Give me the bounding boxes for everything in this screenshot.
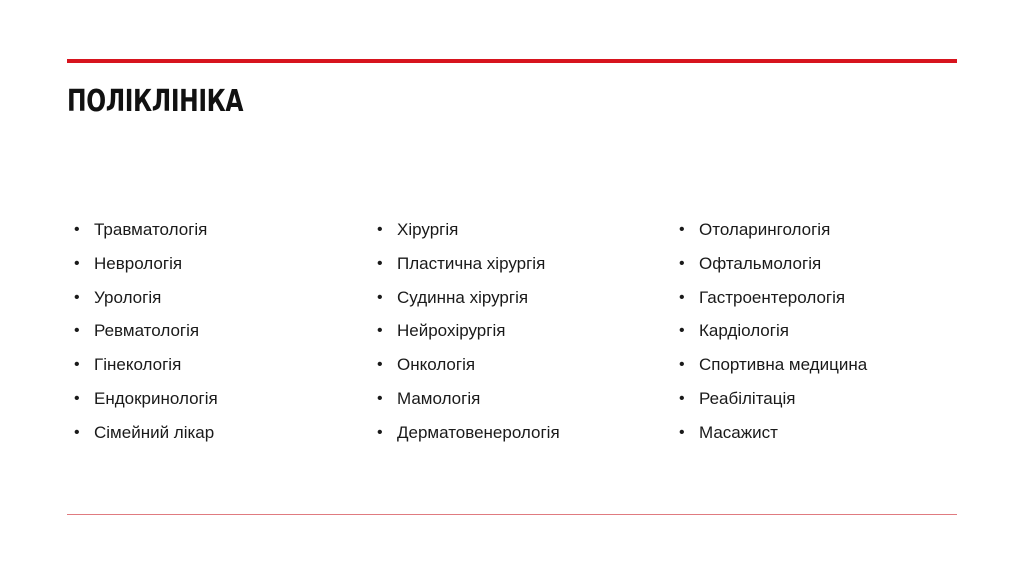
list-item-label: Гінекологія — [94, 355, 182, 375]
list-item-label: Травматологія — [94, 220, 208, 239]
bottom-divider-line — [67, 514, 957, 515]
list-item — [74, 317, 218, 351]
bullet-icon: • — [377, 288, 383, 306]
slide-title: ПОЛІКЛІНІКА — [67, 84, 244, 119]
list-item-label: Кардіологія — [699, 321, 789, 341]
list-item — [377, 250, 560, 284]
list-item-label: Спортивна медицина — [699, 355, 868, 375]
list-item-label: Урологія — [94, 287, 162, 307]
list-item — [377, 284, 560, 318]
bullet-icon: • — [377, 322, 383, 340]
bullet-icon: • — [74, 356, 80, 374]
bullet-icon: • — [377, 423, 383, 441]
list-item — [377, 385, 560, 419]
list-item-label: Сімейний лікар — [94, 422, 215, 442]
list-item-label: Судинна хірургія — [397, 287, 529, 307]
list-item — [377, 419, 560, 453]
bullet-icon: • — [679, 389, 685, 407]
bullet-icon: • — [377, 221, 383, 238]
list-item-label: Ендокринологія — [94, 388, 218, 408]
bullet-icon: • — [377, 389, 383, 407]
bullet-icon: • — [74, 221, 80, 238]
list-item-label: Нейрохірургія — [397, 321, 506, 341]
bullet-icon: • — [679, 221, 685, 238]
list-item — [679, 351, 867, 385]
bullet-icon: • — [74, 254, 80, 272]
specialties-column-3 — [679, 216, 867, 453]
list-item — [74, 385, 218, 419]
list-item-label: Отоларингологія — [699, 220, 831, 239]
bullet-icon: • — [74, 389, 80, 407]
list-item-label: Офтальмологія — [699, 253, 822, 273]
list-item — [74, 351, 218, 385]
bullet-icon: • — [679, 254, 685, 272]
bullet-icon: • — [679, 423, 685, 441]
list-item — [377, 317, 560, 351]
list-item-label: Гастроентерологія — [699, 287, 846, 307]
list-item — [74, 250, 218, 284]
bullet-icon: • — [679, 322, 685, 340]
bullet-icon: • — [74, 288, 80, 306]
list-item — [74, 419, 218, 453]
list-item-label: Мамологія — [397, 388, 481, 408]
list-item-label: Масажист — [699, 422, 778, 442]
bullet-icon: • — [74, 322, 80, 340]
list-item — [74, 284, 218, 318]
list-item — [377, 216, 560, 250]
specialties-column-2 — [377, 216, 560, 453]
specialties-columns — [0, 216, 1024, 456]
bullet-icon: • — [377, 254, 383, 272]
list-item-label: Онкологія — [397, 355, 476, 375]
list-item — [679, 385, 867, 419]
list-item — [74, 216, 218, 250]
top-divider-line — [67, 59, 957, 63]
list-item-label: Ревматологія — [94, 321, 200, 341]
specialties-column-1 — [74, 216, 218, 453]
list-item-label: Реабілітація — [699, 388, 796, 408]
list-item — [679, 284, 867, 318]
list-item — [679, 216, 867, 250]
list-item-label: Неврологія — [94, 253, 183, 273]
list-item-label: Дерматовенерологія — [397, 422, 560, 442]
list-item-label: Хірургія — [397, 220, 459, 239]
bullet-icon: • — [74, 423, 80, 441]
list-item-label: Пластична хірургія — [397, 253, 546, 273]
list-item — [679, 419, 867, 453]
list-item — [377, 351, 560, 385]
bullet-icon: • — [679, 356, 685, 374]
bullet-icon: • — [377, 356, 383, 374]
bullet-icon: • — [679, 288, 685, 306]
list-item — [679, 250, 867, 284]
list-item — [679, 317, 867, 351]
